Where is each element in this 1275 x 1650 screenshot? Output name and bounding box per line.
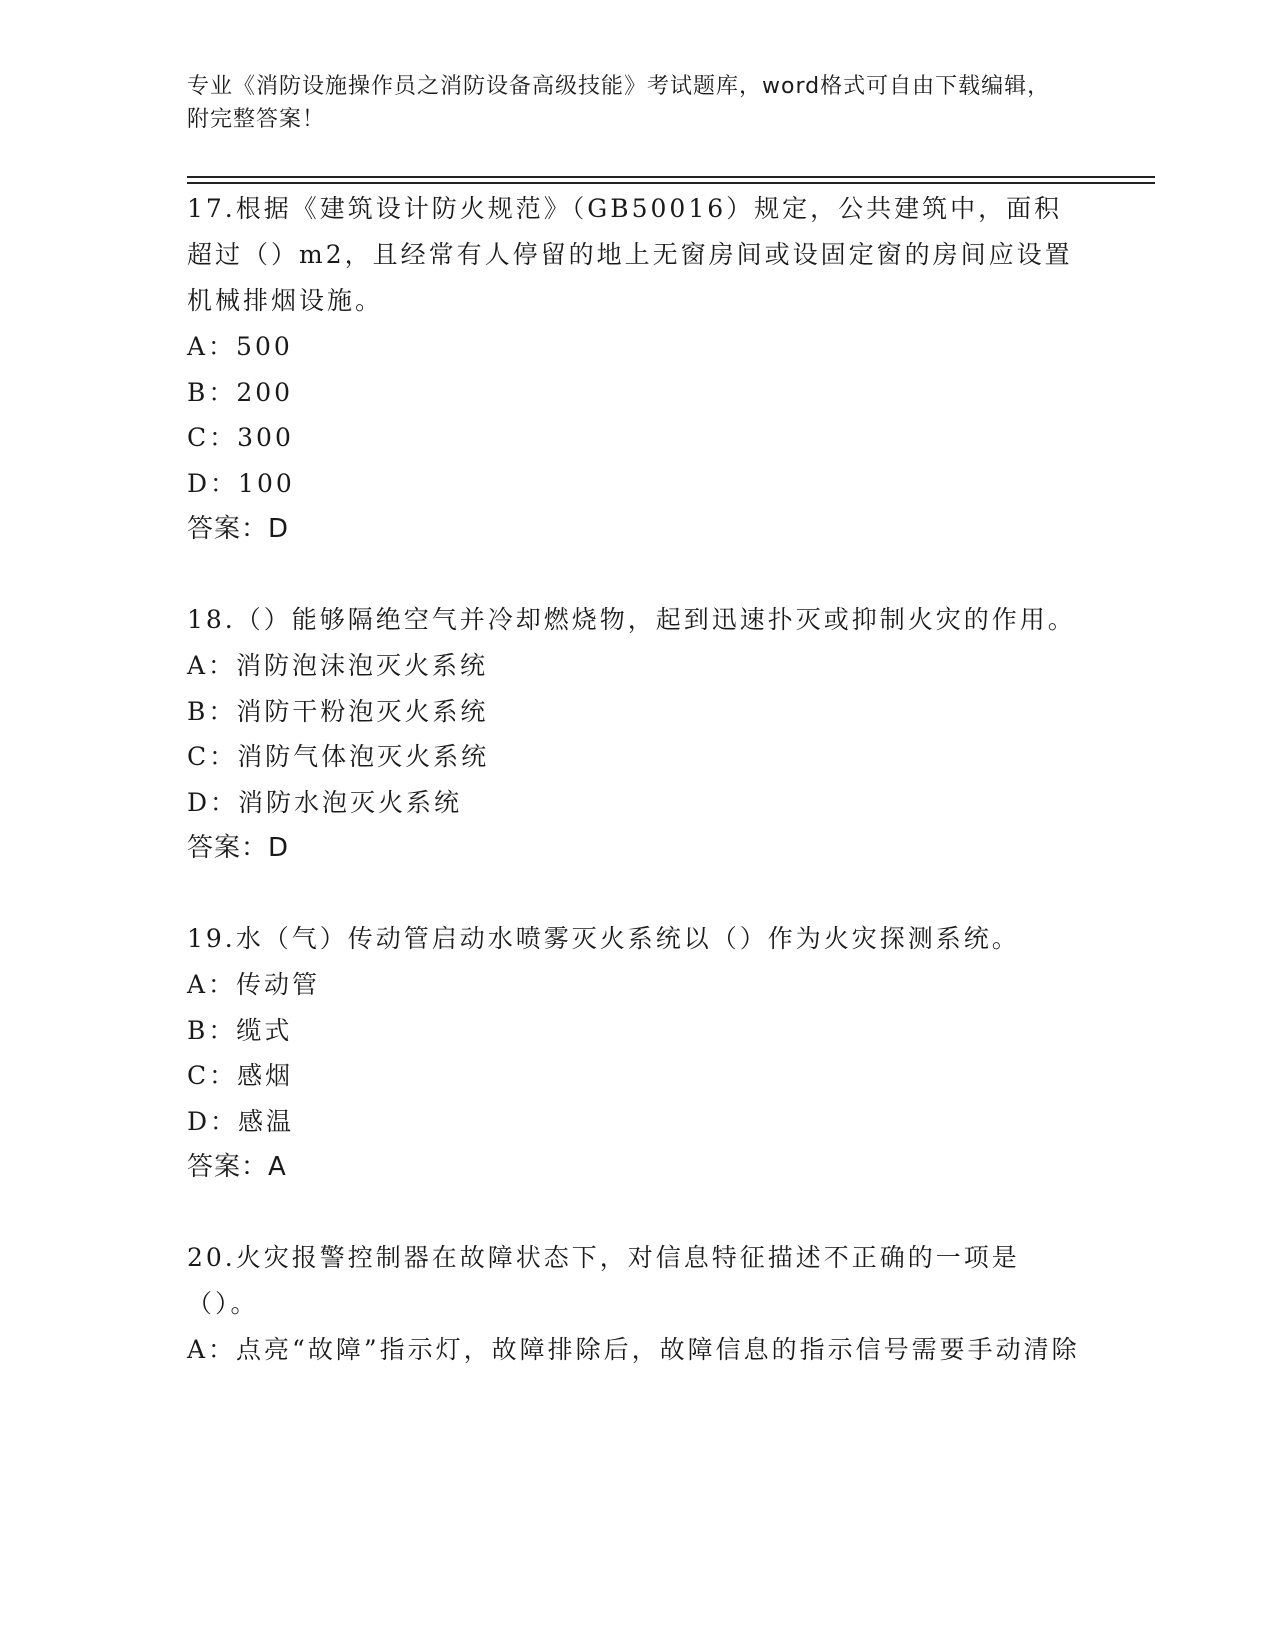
option-a: A：消防泡沫泡灭火系统 (187, 651, 489, 680)
question-list (187, 186, 1087, 1373)
option-d: D：感温 (187, 1106, 295, 1136)
document-header: 专业《消防设施操作员之消防设备高级技能》考试题库，word格式可自由下载编辑，附完整答案！ (187, 74, 1051, 132)
question-17 (187, 186, 1087, 552)
question-19 (187, 916, 1087, 1190)
option-a: A：传动管 (187, 970, 321, 999)
option-d: D：100 (187, 468, 295, 498)
option-a: A：500 (187, 332, 293, 361)
header-divider-top (187, 176, 1155, 178)
option-c: C：消防气体泡灭火系统 (187, 742, 490, 771)
option-c: C：感烟 (187, 1061, 294, 1090)
option-d: D：消防水泡灭火系统 (187, 787, 463, 817)
header-divider-bottom (187, 182, 1155, 184)
answer-text: 答案：D (187, 833, 290, 863)
option-a: A：点亮“故障”指示灯，故障排除后，故障信息的指示信号需要手动清除 (187, 1335, 1080, 1364)
question-text: 18.（）能够隔绝空气并冷却燃烧物，起到迅速扑灭或抑制火灾的作用。 (187, 605, 1076, 634)
question-text: 19.水（气）传动管启动水喷雾灭火系统以（）作为火灾探测系统。 (187, 924, 1020, 953)
question-text: 17.根据《建筑设计防火规范》（GB50016）规定，公共建筑中，面积超过（）m2，且经常有人停留的地上无窗房间或设固定窗的房间应设置机械排烟设施。 (187, 194, 1073, 315)
answer-text: 答案：A (187, 1152, 287, 1182)
option-c: C：300 (187, 423, 294, 452)
question-spacer (187, 1190, 1087, 1235)
option-b: B：200 (187, 377, 294, 407)
question-18 (187, 597, 1087, 871)
option-b: B：缆式 (187, 1015, 293, 1045)
question-spacer (187, 552, 1087, 597)
option-b: B：消防干粉泡灭火系统 (187, 696, 489, 726)
answer-text: 答案：D (187, 514, 290, 544)
question-spacer (187, 871, 1087, 916)
question-text: 20.火灾报警控制器在故障状态下，对信息特征描述不正确的一项是（）。 (187, 1243, 1020, 1318)
question-20 (187, 1235, 1087, 1373)
